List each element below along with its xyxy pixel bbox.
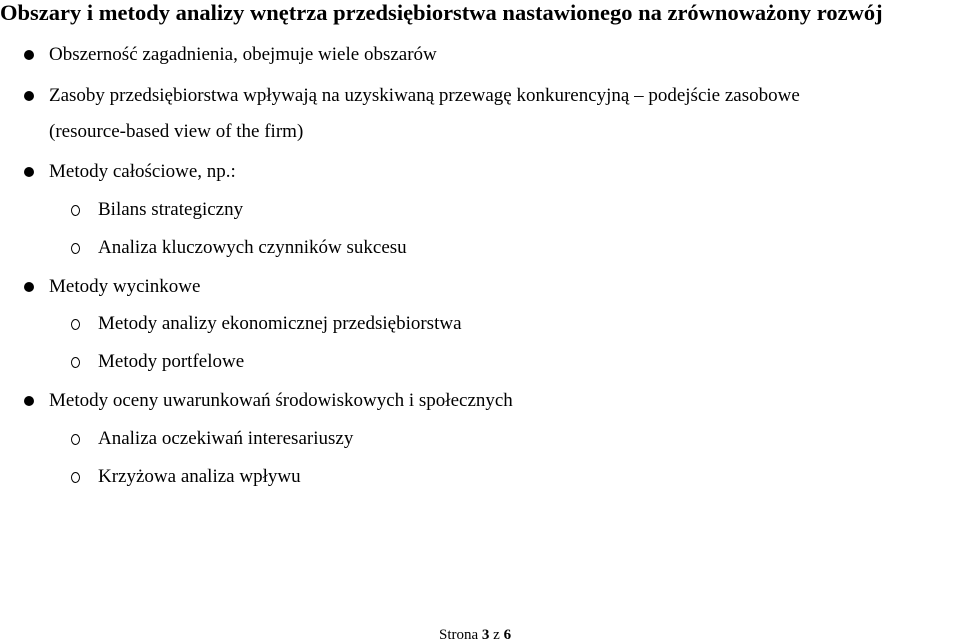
sub-list-item: Bilans strategiczny: [98, 199, 244, 220]
page-title: Obszary i metody analizy wnętrza przedsiębiorstwa nastawionego na zrównoważony rozwój: [0, 0, 883, 25]
current-page-number: 3: [481, 627, 490, 643]
sub-bullet-icon: [71, 205, 80, 216]
list-item: Metody całościowe, np.:: [49, 161, 236, 182]
bullet-icon: [24, 91, 34, 101]
bullet-icon: [24, 396, 34, 406]
total-pages-number: 6: [503, 627, 512, 643]
page-footer: [439, 627, 511, 644]
bullet-icon: [24, 167, 34, 177]
sub-list-item: Analiza kluczowych czynników sukcesu: [98, 237, 407, 258]
sub-list-item: Metody portfelowe: [98, 351, 245, 372]
list-item: Metody wycinkowe: [49, 276, 201, 297]
list-item: Obszerność zagadnienia, obejmuje wiele obszarów: [49, 44, 437, 65]
sub-bullet-icon: [71, 357, 80, 368]
sub-bullet-icon: [71, 243, 80, 254]
list-item-continuation: (resource-based view of the firm): [49, 121, 304, 142]
bullet-icon: [24, 50, 34, 60]
bullet-icon: [24, 282, 34, 292]
sub-bullet-icon: [71, 434, 80, 445]
sub-list-item: Analiza oczekiwań interesariuszy: [98, 428, 354, 449]
sub-bullet-icon: [71, 319, 80, 330]
sub-list-item: Metody analizy ekonomicznej przedsiębiorstwa: [98, 313, 462, 334]
list-item: Zasoby przedsiębiorstwa wpływają na uzyskiwaną przewagę konkurencyjną – podejście zasobowe: [49, 85, 800, 106]
list-item: Metody oceny uwarunkowań środowiskowych i społecznych: [49, 390, 513, 411]
sub-bullet-icon: [71, 472, 80, 483]
footer-prefix: Strona: [439, 627, 479, 643]
sub-list-item: Krzyżowa analiza wpływu: [98, 466, 301, 487]
footer-separator: z: [493, 627, 500, 643]
